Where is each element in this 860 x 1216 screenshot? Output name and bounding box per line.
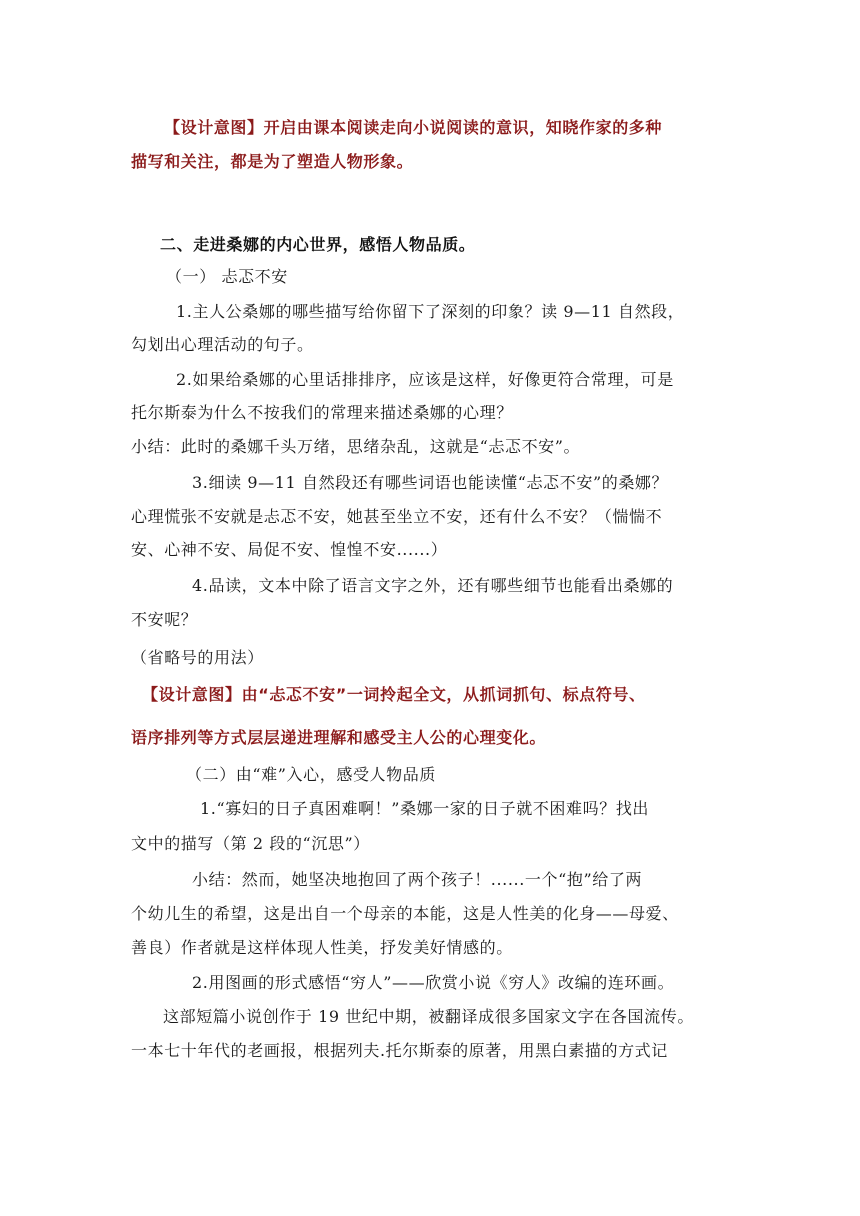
question-2-line-1: 2.如果给桑娜的心里话排排序，应该是这样，好像更符合常理，可是 [176, 370, 674, 389]
section-2-heading: 二、走进桑娜的内心世界，感悟人物品质。 [160, 235, 476, 254]
question-4-line-2: 不安呢？ [131, 610, 198, 629]
design-intent-1-line-1: 【设计意图】开启由课本阅读走向小说阅读的意识，知晓作家的多种 [164, 118, 663, 137]
question-4-line-1: 4.品读，文本中除了语言文字之外，还有哪些细节也能看出桑娜的 [192, 576, 674, 595]
question-3-line-3: 安、心神不安、局促不安、惶惶不安......） [131, 540, 448, 559]
summary-2-line-1: 小结：然而，她坚决地抱回了两个孩子！......一个“抱”给了两 [192, 870, 643, 889]
summary-2-line-2: 个幼儿生的希望，这是出自一个母亲的本能，这是人性美的化身——母爱、 [131, 904, 679, 923]
closing-line-2: 一本七十年代的老画报，根据列夫.托尔斯泰的原著，用黑白素描的方式记 [131, 1041, 668, 1060]
question-5-line-2: 文中的描写（第 2 段的“沉思”） [131, 834, 370, 853]
closing-line-1: 这部短篇小说创作于 19 世纪中期，被翻译成很多国家文字在各国流传。 [163, 1007, 694, 1026]
question-3-line-2: 心理慌张不安就是忐忑不安，她甚至坐立不安，还有什么不安？（惴惴不 [131, 507, 663, 526]
summary-1: 小结：此时的桑娜千头万绪，思绪杂乱，这就是“忐忑不安”。 [131, 437, 581, 456]
ellipsis-note: （省略号的用法） [131, 648, 264, 667]
subsection-2-heading: （二）由“难”入心，感受人物品质 [186, 765, 436, 784]
question-5-line-1: 1.“寡妇的日子真困难啊！”桑娜一家的日子就不困难吗？找出 [200, 799, 650, 818]
design-intent-2-line-1: 【设计意图】由“忐忑不安”一词拎起全文，从抓词抓句、标点符号、 [142, 685, 646, 704]
question-1-line-1: 1.主人公桑娜的哪些描写给你留下了深刻的印象？读 9—11 自然段， [176, 302, 685, 321]
design-intent-2-line-2: 语序排列等方式层层递进理解和感受主人公的心理变化。 [131, 728, 547, 747]
subsection-1-heading: （一） 忐忑不安 [166, 267, 288, 286]
summary-2-line-3: 善良）作者就是这样体现人性美，抒发美好情感的。 [131, 938, 513, 957]
question-2-line-2: 托尔斯泰为什么不按我们的常理来描述桑娜的心理？ [131, 403, 513, 422]
question-1-line-2: 勾划出心理活动的句子。 [131, 335, 314, 354]
question-3-line-1: 3.细读 9—11 自然段还有哪些词语也能读懂“忐忑不安”的桑娜？ [192, 473, 669, 492]
design-intent-1-line-2: 描写和关注，都是为了塑造人物形象。 [131, 152, 414, 171]
question-6: 2.用图画的形式感悟“穷人”——欣赏小说《穷人》改编的连环画。 [192, 973, 675, 992]
